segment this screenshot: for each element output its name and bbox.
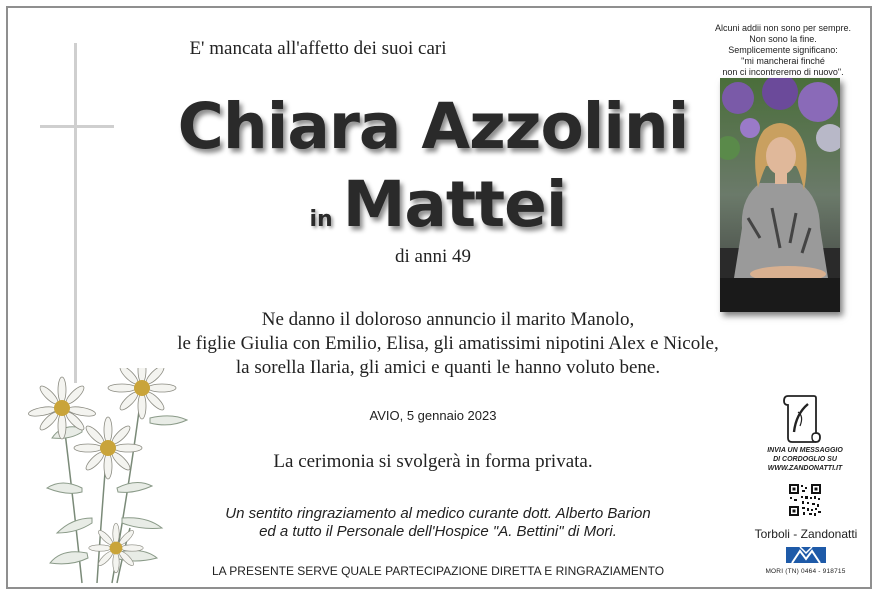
message-line: DI CORDOGLIO SU xyxy=(773,456,837,463)
place-date: AVIO, 5 gennaio 2023 xyxy=(369,408,497,423)
message-invite xyxy=(750,446,860,473)
edelweiss-bloom xyxy=(28,377,96,439)
cross-icon xyxy=(38,43,118,383)
quote-line: Non sono la fine. xyxy=(749,34,817,44)
qr-code-icon[interactable] xyxy=(788,483,822,517)
age-text: di anni 49 xyxy=(395,246,471,267)
quote-line: non ci incontreremo di nuovo". xyxy=(722,67,844,77)
message-line: INVIA UN MESSAGGIO xyxy=(767,447,843,454)
funeral-home-contact: MORI (TN) 0464 - 918715 xyxy=(765,568,846,575)
married-prefix: in xyxy=(309,207,333,232)
thanks-text xyxy=(188,505,688,541)
quote-line: Semplicemente significano: xyxy=(728,45,838,55)
footer-text: LA PRESENTE SERVE QUALE PARTECIPAZIONE DIRETTA E RINGRAZIAMENTO xyxy=(211,564,665,578)
announcement-text xyxy=(118,308,778,380)
message-line: WWW.ZANDONATTI.IT xyxy=(767,465,843,472)
portrait-image xyxy=(720,78,840,312)
announcement-line: le figlie Giulia con Emilio, Elisa, gli amatissimi nipotini Alex e Nicole, xyxy=(177,333,719,354)
scroll-message-icon xyxy=(780,392,822,444)
edelweiss-bloom xyxy=(89,523,143,573)
edelweiss-bloom xyxy=(74,417,142,479)
married-name-line xyxy=(208,168,668,241)
edelweiss-flowers xyxy=(22,368,202,588)
ceremony-text: La cerimonia si svolgerà in forma privata. xyxy=(273,451,593,472)
intro-text: E' mancata all'affetto dei suoi cari xyxy=(189,38,447,59)
memorial-quote xyxy=(708,23,858,78)
thanks-line: ed a tutto il Personale dell'Hospice "A. Bettini" di Mori. xyxy=(259,523,617,540)
announcement-line: la sorella Ilaria, gli amici e quanti le hanno voluto bene. xyxy=(235,357,661,378)
funeral-home-name: Torboli - Zandonatti xyxy=(754,527,858,541)
married-surname: Mattei xyxy=(342,168,567,241)
deceased-name: Chiara Azzolini xyxy=(177,90,689,163)
thanks-line: Un sentito ringraziamento al medico curante dott. Alberto Barion xyxy=(225,505,651,522)
announcement-line: Ne danno il doloroso annuncio il marito Manolo, xyxy=(261,309,635,330)
quote-line: Alcuni addii non sono per sempre. xyxy=(714,23,852,33)
portrait-photo xyxy=(720,78,840,312)
quote-line: "mi mancherai finché xyxy=(741,56,825,66)
death-notice-card xyxy=(6,6,872,589)
funeral-home-logo xyxy=(786,545,826,565)
